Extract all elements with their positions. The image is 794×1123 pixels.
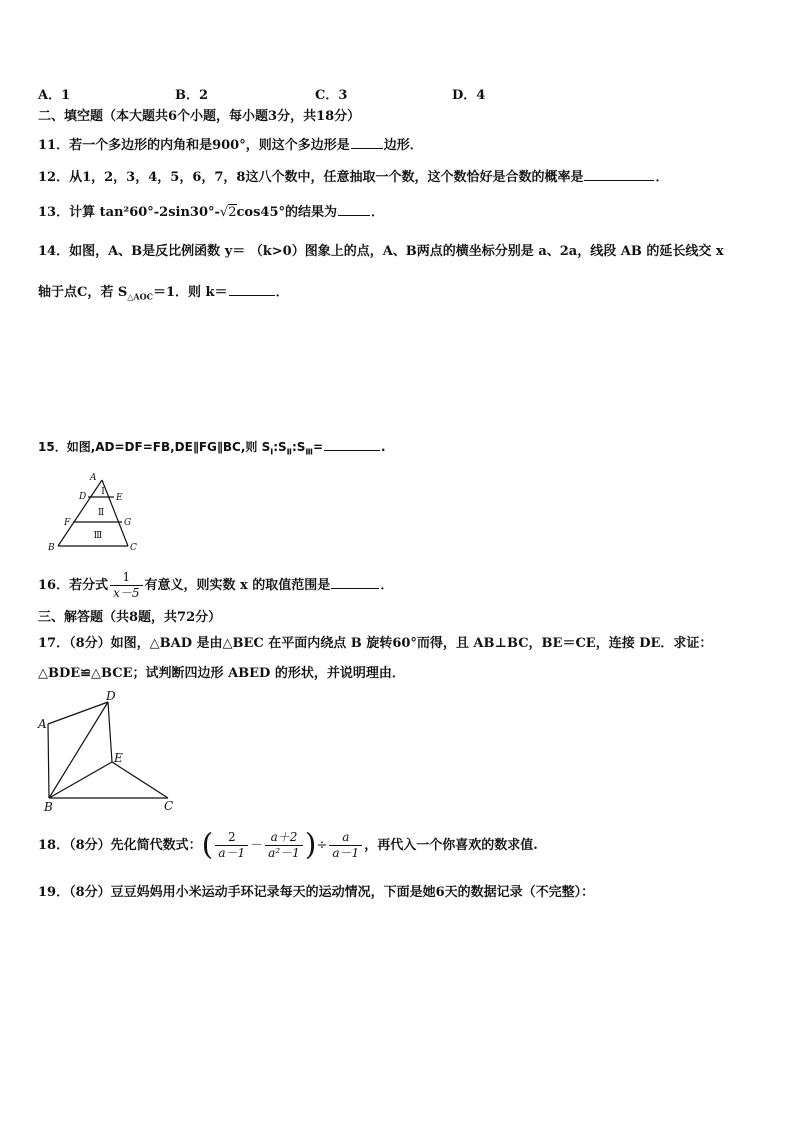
divide-sign: ÷ — [316, 838, 328, 853]
label-f: F — [64, 518, 71, 528]
q16-post: ． — [380, 578, 394, 593]
label-d: D — [106, 689, 116, 703]
q12-post: ． — [655, 170, 669, 185]
q15-sep1: :S — [273, 440, 287, 454]
q15-blank[interactable] — [324, 437, 380, 451]
fraction-2-denominator: a²－1 — [265, 845, 303, 861]
region-2-label: Ⅱ — [97, 508, 105, 518]
q14-post: ． — [275, 285, 289, 300]
figure-15-trapezoid — [44, 470, 144, 554]
q12-blank[interactable] — [584, 167, 654, 181]
q16-blank[interactable] — [331, 575, 379, 589]
label-c: C — [164, 799, 174, 813]
question-13 — [38, 202, 384, 222]
fraction-1-denominator: a－1 — [215, 845, 248, 861]
q15-sub3: Ⅲ — [305, 447, 313, 457]
region-1-label: Ⅰ — [101, 487, 105, 497]
label-b: B — [44, 800, 53, 814]
label-e: E — [116, 493, 123, 503]
minus-sign: － — [250, 838, 264, 853]
segment-bd — [49, 702, 108, 798]
q15-pre: 15．如图,AD=DF=FB,DE∥FG∥BC,则 S — [38, 440, 271, 454]
left-paren: ( — [201, 827, 214, 863]
section-2-heading: 二、填空题（本大题共6个小题，每小题3分，共18分） — [38, 109, 361, 124]
q14-blank[interactable] — [229, 282, 275, 296]
q11-blank[interactable] — [351, 135, 383, 149]
section-3-heading: 三、解答题（共8题，共72分） — [38, 610, 222, 625]
q13-post: ． — [371, 205, 385, 220]
label-c: C — [130, 543, 137, 553]
label-b: B — [48, 543, 55, 553]
fraction-numerator: 1 — [122, 570, 131, 584]
q15-sub1: Ⅰ — [270, 447, 274, 457]
fraction-2-over-a-1 — [215, 830, 248, 861]
q13-mid: cos45°的结果为 — [236, 205, 337, 220]
option-c: C．3 — [315, 88, 348, 103]
label-d: D — [79, 492, 87, 502]
sqrt-radicand: 2 — [228, 205, 237, 220]
q13-text: 13．计算 tan²60°-2sin30°- — [38, 205, 220, 220]
option-a: A．1 — [38, 88, 71, 103]
sqrt-sign: √2 — [219, 205, 237, 220]
fraction-3-numerator: a — [342, 830, 350, 844]
q16-mid: 有意义，则实数 x 的取值范围是 — [144, 578, 331, 593]
q15-sub2: Ⅱ — [286, 447, 292, 457]
region-3-label: Ⅲ — [93, 531, 103, 541]
q14-mid: ＝1．则 k＝ — [152, 285, 228, 300]
q11-post: 边形． — [383, 138, 423, 153]
label-g: G — [124, 518, 132, 528]
question-18 — [38, 826, 538, 866]
q15-sep2: :S — [291, 440, 306, 454]
fraction-a-over-a-1 — [329, 830, 362, 861]
q14-pre: 轴于点C，若 S — [38, 285, 128, 300]
segment-de — [108, 702, 112, 762]
fraction-denominator: x－5 — [110, 585, 142, 601]
segment-ab — [48, 724, 49, 798]
question-15 — [38, 437, 386, 461]
question-17-line1: 17．（8分）如图，△BAD 是由△BEC 在平面内绕点 B 旋转60°而得，且 AB⊥BC，BE＝CE，连接 DE．求证： — [38, 636, 713, 651]
question-12 — [38, 167, 668, 187]
q12-text: 12．从1，2，3，4，5，6，7，8这八个数中，任意抽取一个数，这个数恰好是合数的概率是 — [38, 170, 584, 185]
fraction-2-numerator: a＋2 — [270, 830, 298, 844]
label-a: A — [38, 717, 47, 731]
segment-ad — [48, 702, 108, 724]
fraction-1-over-x-5 — [110, 570, 142, 601]
q16-pre: 16．若分式 — [38, 578, 109, 593]
question-14-line1: 14．如图，A、B是反比例函数 y＝ （k>0）图象上的点，A、B两点的横坐标分别是 a、2a，线段 AB 的延长线交 x — [38, 244, 724, 259]
figure-17-rotation — [34, 688, 184, 814]
fraction-3-denominator: a－1 — [329, 845, 362, 861]
fraction-a2-over-a2-1 — [265, 830, 303, 861]
question-11 — [38, 135, 423, 155]
label-a: A — [90, 473, 97, 483]
q14-sub: △AOC — [127, 291, 153, 302]
q15-mid: = — [312, 440, 324, 454]
question-14-line2 — [38, 282, 289, 306]
q13-blank[interactable] — [338, 202, 370, 216]
side-ac — [102, 480, 128, 546]
q15-post: . — [381, 440, 386, 454]
question-16 — [38, 570, 393, 601]
q11-text: 11．若一个多边形的内角和是900°，则这个多边形是 — [38, 138, 350, 153]
q18-post: ，再代入一个你喜欢的数求值. — [364, 838, 538, 853]
option-d: D．4 — [452, 88, 486, 103]
option-b: B．2 — [175, 88, 209, 103]
question-17-line2: △BDE≌△BCE；试判断四边形 ABED 的形状，并说明理由． — [38, 666, 405, 681]
right-paren: ) — [304, 827, 317, 863]
segment-be — [49, 762, 112, 798]
label-e: E — [114, 751, 123, 765]
fraction-1-numerator: 2 — [227, 830, 236, 844]
question-19: 19．（8分）豆豆妈妈用小米运动手环记录每天的运动情况，下面是她6天的数据记录（不完整）： — [38, 885, 595, 900]
q18-pre: 18．（8分）先化简代数式： — [38, 838, 202, 853]
segment-ec — [112, 762, 168, 798]
